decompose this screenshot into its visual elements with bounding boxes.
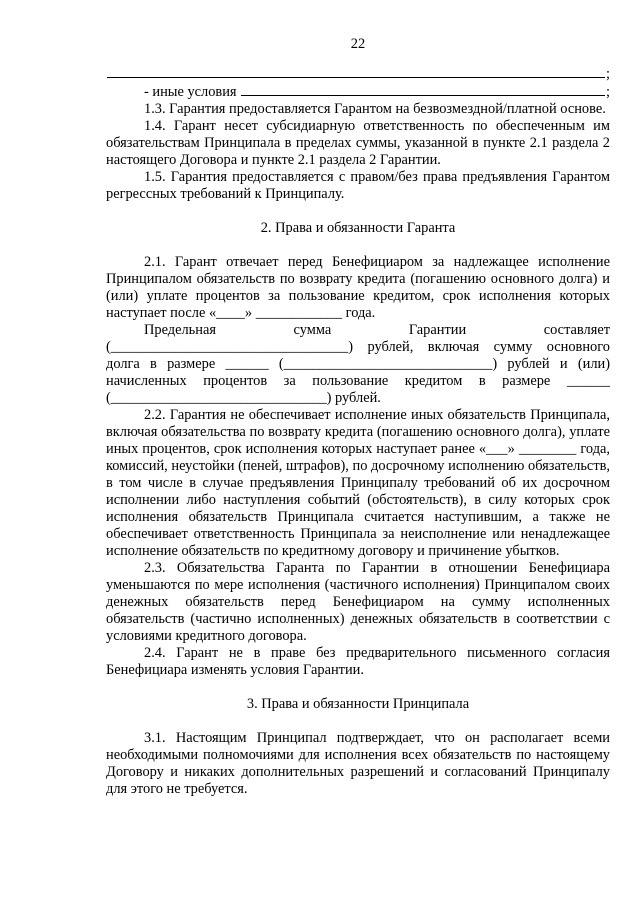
section-3-title: 3. Права и обязанности Принципала <box>246 696 470 712</box>
paragraph-2-3: 2.3. Обязательства Гаранта по Гарантии в отношении Бенефициара уменьшаются по мере исполнения (частичного исполнения) Принципалом своих денежных обязательств перед Бенефициаром на сумму исполненных обязательств (частично исполненных) денежных обязательств в соответствии с условиями кредитного договора. <box>106 560 614 644</box>
blank-line-row <box>106 65 610 83</box>
paragraph-2-1: 2.1. Гарант отвечает перед Бенефициаром за надлежащее исполнение Принципалом обязательств по возврату кредита (погашению основного долга) и (или) уплате процентов за пользование кредитом, срок исполнения которых наступает после «____» ____________ года. <box>106 254 614 321</box>
blank-line <box>107 65 605 78</box>
document-page <box>106 36 614 798</box>
paragraph-2-1-sum-line-3: долга в размере ______ (_____________________________) рублей и (или) <box>106 356 610 372</box>
paragraph-2-1-sum-line-1: Предельная сумма Гарантии составляет <box>144 322 610 338</box>
paragraph-1-5: 1.5. Гарантия предоставляется с правом/без права предъявления Гарантом регрессных требований к Принципалу. <box>106 169 614 202</box>
other-conditions-blank <box>241 83 605 96</box>
page-number: 22 <box>350 36 366 52</box>
paragraph-2-1-sum-line-4: начисленных процентов за пользование кредитом в размере ______ <box>106 373 610 389</box>
other-conditions-label: - иные условия <box>144 84 237 100</box>
other-conditions-row <box>106 83 610 101</box>
paragraph-2-1-sum-line-2: (_________________________________) рублей, включая сумму основного <box>106 339 610 355</box>
paragraph-2-4: 2.4. Гарант не в праве без предварительного письменного согласия Бенефициара изменять условия Гарантии. <box>106 645 614 678</box>
paragraph-2-2: 2.2. Гарантия не обеспечивает исполнение иных обязательств Принципала, включая обязательства по возврату кредита (погашению основного долга), уплате иных процентов, срок исполнения которых наступает ранее «___» ________ года, комиссий, неустойки (пеней, штрафов), по досрочному исполнению обязательств, в том числе в случае предъявления Принципалу требований об их досрочном исполнении либо наступления событий (обстоятельств), в силу которых срок исполнения обязательств Принципала считается наступившим, а также не обеспечивает ответственность Принципала за неисполнение или ненадлежащее исполнение обязательств по кредитному договору и причинение убытков. <box>106 407 614 559</box>
paragraph-1-3: 1.3. Гарантия предоставляется Гарантом на безвозмездной/платной основе. <box>144 101 606 117</box>
paragraph-3-1: 3.1. Настоящим Принципал подтверждает, что он располагает всеми необходимыми полномочиями для исполнения всех обязательств по настоящему Договору и никаких дополнительных разрешений и согласований Принципалу для этого не требуется. <box>106 730 614 797</box>
paragraph-1-4: 1.4. Гарант несет субсидиарную ответственность по обеспеченным им обязательствам Принципала в пределах суммы, указанной в пункте 2.1 раздела 2 настоящего Договора и пункте 2.1 раздела 2 Гарантии. <box>106 118 614 168</box>
paragraph-2-1-sum-line-5: (______________________________) рублей. <box>106 390 381 406</box>
section-2-title: 2. Права и обязанности Гаранта <box>260 220 456 236</box>
other-conditions-end: ; <box>606 84 610 100</box>
blank-line-end: ; <box>606 66 610 82</box>
